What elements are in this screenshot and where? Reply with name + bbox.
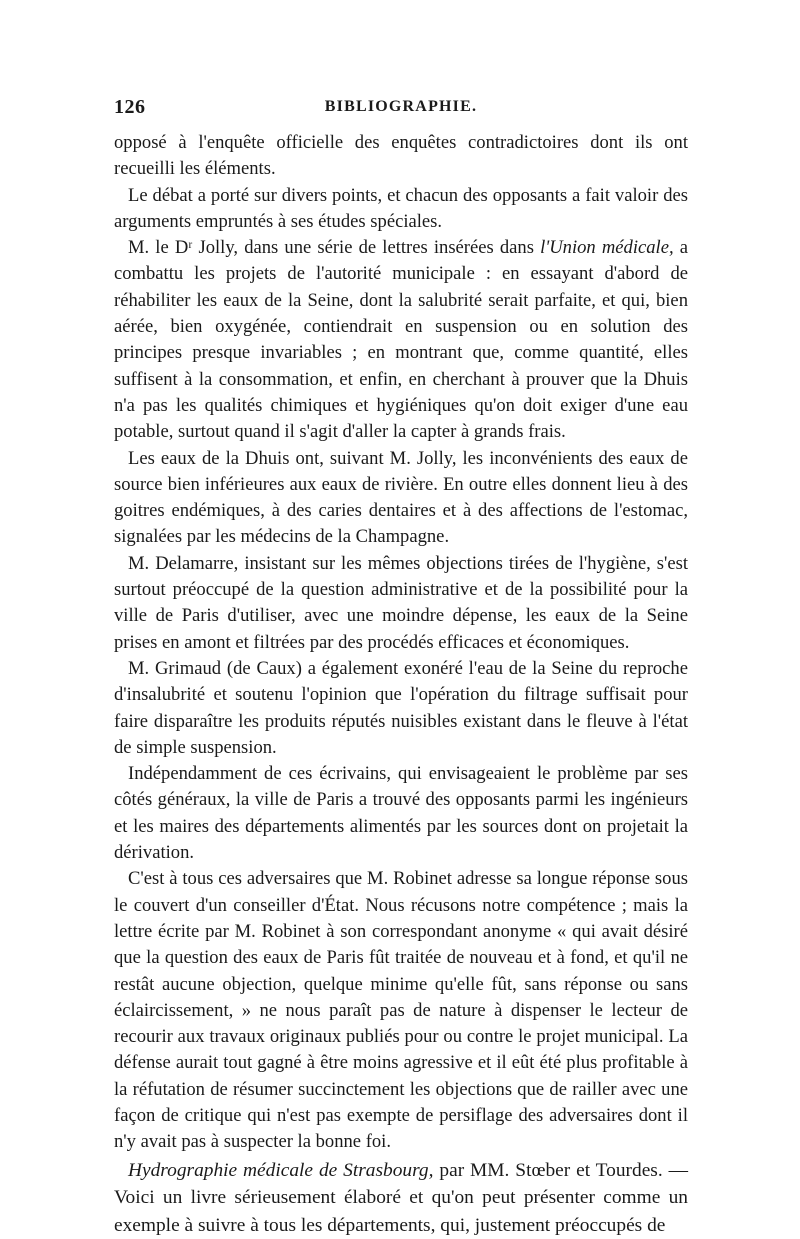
paragraph-debat: Le débat a porté sur divers points, et chacun des opposants a fait valoir des arguments empruntés à ses études spéciales. — [114, 184, 688, 232]
book-title-hydrographie: Hydrographie médicale de Strasbourg, — [128, 1159, 434, 1181]
paragraph-hydrographie — [114, 1157, 688, 1239]
paragraph-grimaud: M. Grimaud (de Caux) a également exonéré l'eau de la Seine du reproche d'insalubrité et soutenu l'opinion que l'opération du filtrage suffisait pour faire disparaître les produits réputés nuisibles existant dans le fleuve à l'état de simple suspension. — [114, 657, 688, 758]
paragraph-hydrographie-rest: par MM. Stœber et Tourdes. — Voici un livre sérieusement élaboré et qu'on peut présenter comme un exemple à suivre à tous les départements, qui, justement préoccupés de — [114, 1159, 688, 1236]
journal-title-union-medicale: l'Union médicale, — [540, 237, 674, 259]
page-header — [114, 96, 688, 124]
body-text — [114, 130, 688, 1239]
paragraph-dhuis: Les eaux de la Dhuis ont, suivant M. Jolly, les inconvénients des eaux de source bien inférieures aux eaux de rivière. En outre elles donnent lieu à des goitres endémiques, à des caries dentaires et à des affections de l'estomac, signalées par les médecins de la Champagne. — [114, 447, 688, 548]
paragraph-jolly — [114, 235, 688, 445]
page-number: 126 — [114, 96, 146, 118]
paragraph-continuation: opposé à l'enquête officielle des enquêtes contradictoires dont ils ont recueilli les éléments. — [114, 132, 688, 180]
paragraph-opposants: Indépendamment de ces écrivains, qui envisageaient le problème par ses côtés généraux, la ville de Paris a trouvé des opposants parmi les ingénieurs et les maires des départements alimentés par les sources dont on projetait la dérivation. — [114, 763, 688, 864]
paragraph-jolly-rest: a combattu les projets de l'autorité municipale : en essayant d'abord de réhabiliter les eaux de la Seine, dont la salubrité serait parfaite, et qui, bien aérée, bien oxygénée, contiendrait en suspension ou en solution des principes presque invariables ; en montrant que, comme quantité, elles suffisent à la consommation, et enfin, en cherchant à prouver que la Dhuis n'a pas les qualités chimiques et hygiéniques qu'on doit exiger d'une eau potable, surtout quand il s'agit d'aller la capter à grands frais. — [114, 237, 689, 443]
paragraph-jolly-lead: M. le Dʳ Jolly, dans une série de lettres insérées dans — [128, 237, 541, 259]
paragraph-delamarre: M. Delamarre, insistant sur les mêmes objections tirées de l'hygiène, s'est surtout préoccupé de la question administrative et de la possibilité pour la ville de Paris d'utiliser, avec une moindre dépense, les eaux de la Seine prises en amont et filtrées par des procédés efficaces et économiques. — [114, 552, 688, 653]
paragraph-robinet: C'est à tous ces adversaires que M. Robinet adresse sa longue réponse sous le couvert d'un conseiller d'État. Nous récusons notre compétence ; mais la lettre écrite par M. Robinet à son correspondant anonyme « qui avait désiré que la question des eaux de Paris fût traitée de nouveau et à fond, et qu'il ne restât aucune objection, quelque minime qu'elle fût, sans réponse ou sans éclaircissement, » ne nous paraît pas de nature à dispenser le lecteur de recourir aux travaux originaux publiés pour ou contre le projet municipal. La défense aurait tout gagné à être moins agressive et il eût été plus profitable à la réfutation de résumer succinctement les objections que de railler avec une façon de critique qui n'est pas exempte de persiflage des adversaires dont il n'y avait pas à suspecter la bonne foi. — [114, 868, 688, 1153]
running-title: BIBLIOGRAPHIE. — [324, 98, 478, 115]
